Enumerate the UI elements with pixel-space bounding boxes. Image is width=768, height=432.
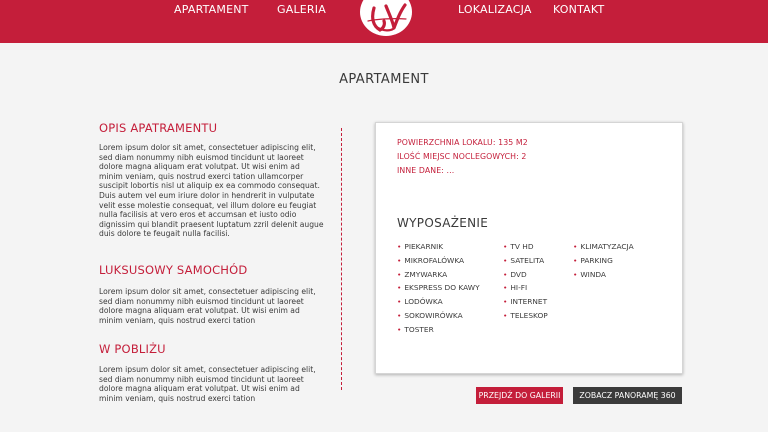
equipment-item: • PARKING: [573, 254, 634, 268]
column-divider: [341, 128, 342, 390]
equipment-list-2: [503, 240, 548, 323]
apartment-details-box: [375, 122, 683, 374]
go-to-gallery-button[interactable]: PRZEJDŹ DO GALERII: [476, 387, 563, 404]
section-title-description: OPIS APATRAMENTU: [99, 121, 218, 135]
section-title-nearby: W POBLIŻU: [99, 342, 166, 356]
site-logo[interactable]: [360, 0, 412, 36]
section-text-description: Lorem ipsum dolor sit amet, consectetuer adipiscing elit, sed diam nonummy nibh euismod tincidunt ut laoreet dolore magna aliquam erat volutpat. Ut wisi enim ad minim veniam, quis nostrud exerci tation ullamcorper suscipit lobortis nisl ut aliquip ex ea commodo consequat. Duis autem vel eum iriure dolor in hendrerit in vulputate velit esse molestie consequat, vel illum dolore eu feugiat nulla facilisis at vero eros et accumsan et iusto odio dignissim qui blandit praesent luptatum zzril delenit augue duis dolore te feugait nulla facilisi.: [99, 143, 324, 239]
equipment-item: • INTERNET: [503, 295, 548, 309]
equipment-item: • WINDA: [573, 268, 634, 282]
view-panorama-button[interactable]: ZOBACZ PANORAMĘ 360: [573, 387, 682, 404]
section-title-luxury-car: LUKSUSOWY SAMOCHÓD: [99, 263, 248, 277]
lv-monogram-icon: [360, 0, 412, 36]
equipment-item: • SOKOWIRÓWKA: [397, 309, 480, 323]
equipment-item: • HI-FI: [503, 281, 548, 295]
info-area: POWIERZCHNIA LOKALU: 135 M2: [397, 138, 528, 147]
equipment-title: WYPOSAŻENIE: [397, 216, 489, 230]
equipment-item: • TOSTER: [397, 323, 480, 337]
info-beds: ILOŚĆ MIEJSC NOCLEGOWYCH: 2: [397, 152, 527, 161]
equipment-item: • PIEKARNIK: [397, 240, 480, 254]
nav-link-lokalizacja[interactable]: LOKALIZACJA: [458, 3, 532, 16]
equipment-item: • DVD: [503, 268, 548, 282]
equipment-item: • EKSPRESS DO KAWY: [397, 281, 480, 295]
nav-link-galeria[interactable]: GALERIA: [277, 3, 326, 16]
equipment-item: • TELESKOP: [503, 309, 548, 323]
nav-link-kontakt[interactable]: KONTAKT: [553, 3, 605, 16]
equipment-item: • TV HD: [503, 240, 548, 254]
section-text-luxury-car: Lorem ipsum dolor sit amet, consectetuer adipiscing elit, sed diam nonummy nibh euismod tincidunt ut laoreet dolore magna aliquam erat volutpat. Ut wisi enim ad minim veniam, quis nostrud exerci tation: [99, 287, 316, 325]
equipment-list-1: [397, 240, 480, 337]
top-navigation-bar: [0, 0, 768, 43]
equipment-list-3: [573, 240, 634, 281]
page-title: APARTAMENT: [339, 72, 429, 87]
equipment-item: • KLIMATYZACJA: [573, 240, 634, 254]
info-other: INNE DANE: ...: [397, 166, 455, 175]
equipment-item: • LODÓWKA: [397, 295, 480, 309]
equipment-item: • ZMYWARKA: [397, 268, 480, 282]
equipment-item: • MIKROFALÓWKA: [397, 254, 480, 268]
nav-link-apartament[interactable]: APARTAMENT: [174, 3, 249, 16]
equipment-item: • SATELITA: [503, 254, 548, 268]
section-text-nearby: Lorem ipsum dolor sit amet, consectetuer adipiscing elit, sed diam nonummy nibh euismod tincidunt ut laoreet dolore magna aliquam erat volutpat. Ut wisi enim ad minim veniam, quis nostrud exerci tation: [99, 365, 316, 403]
